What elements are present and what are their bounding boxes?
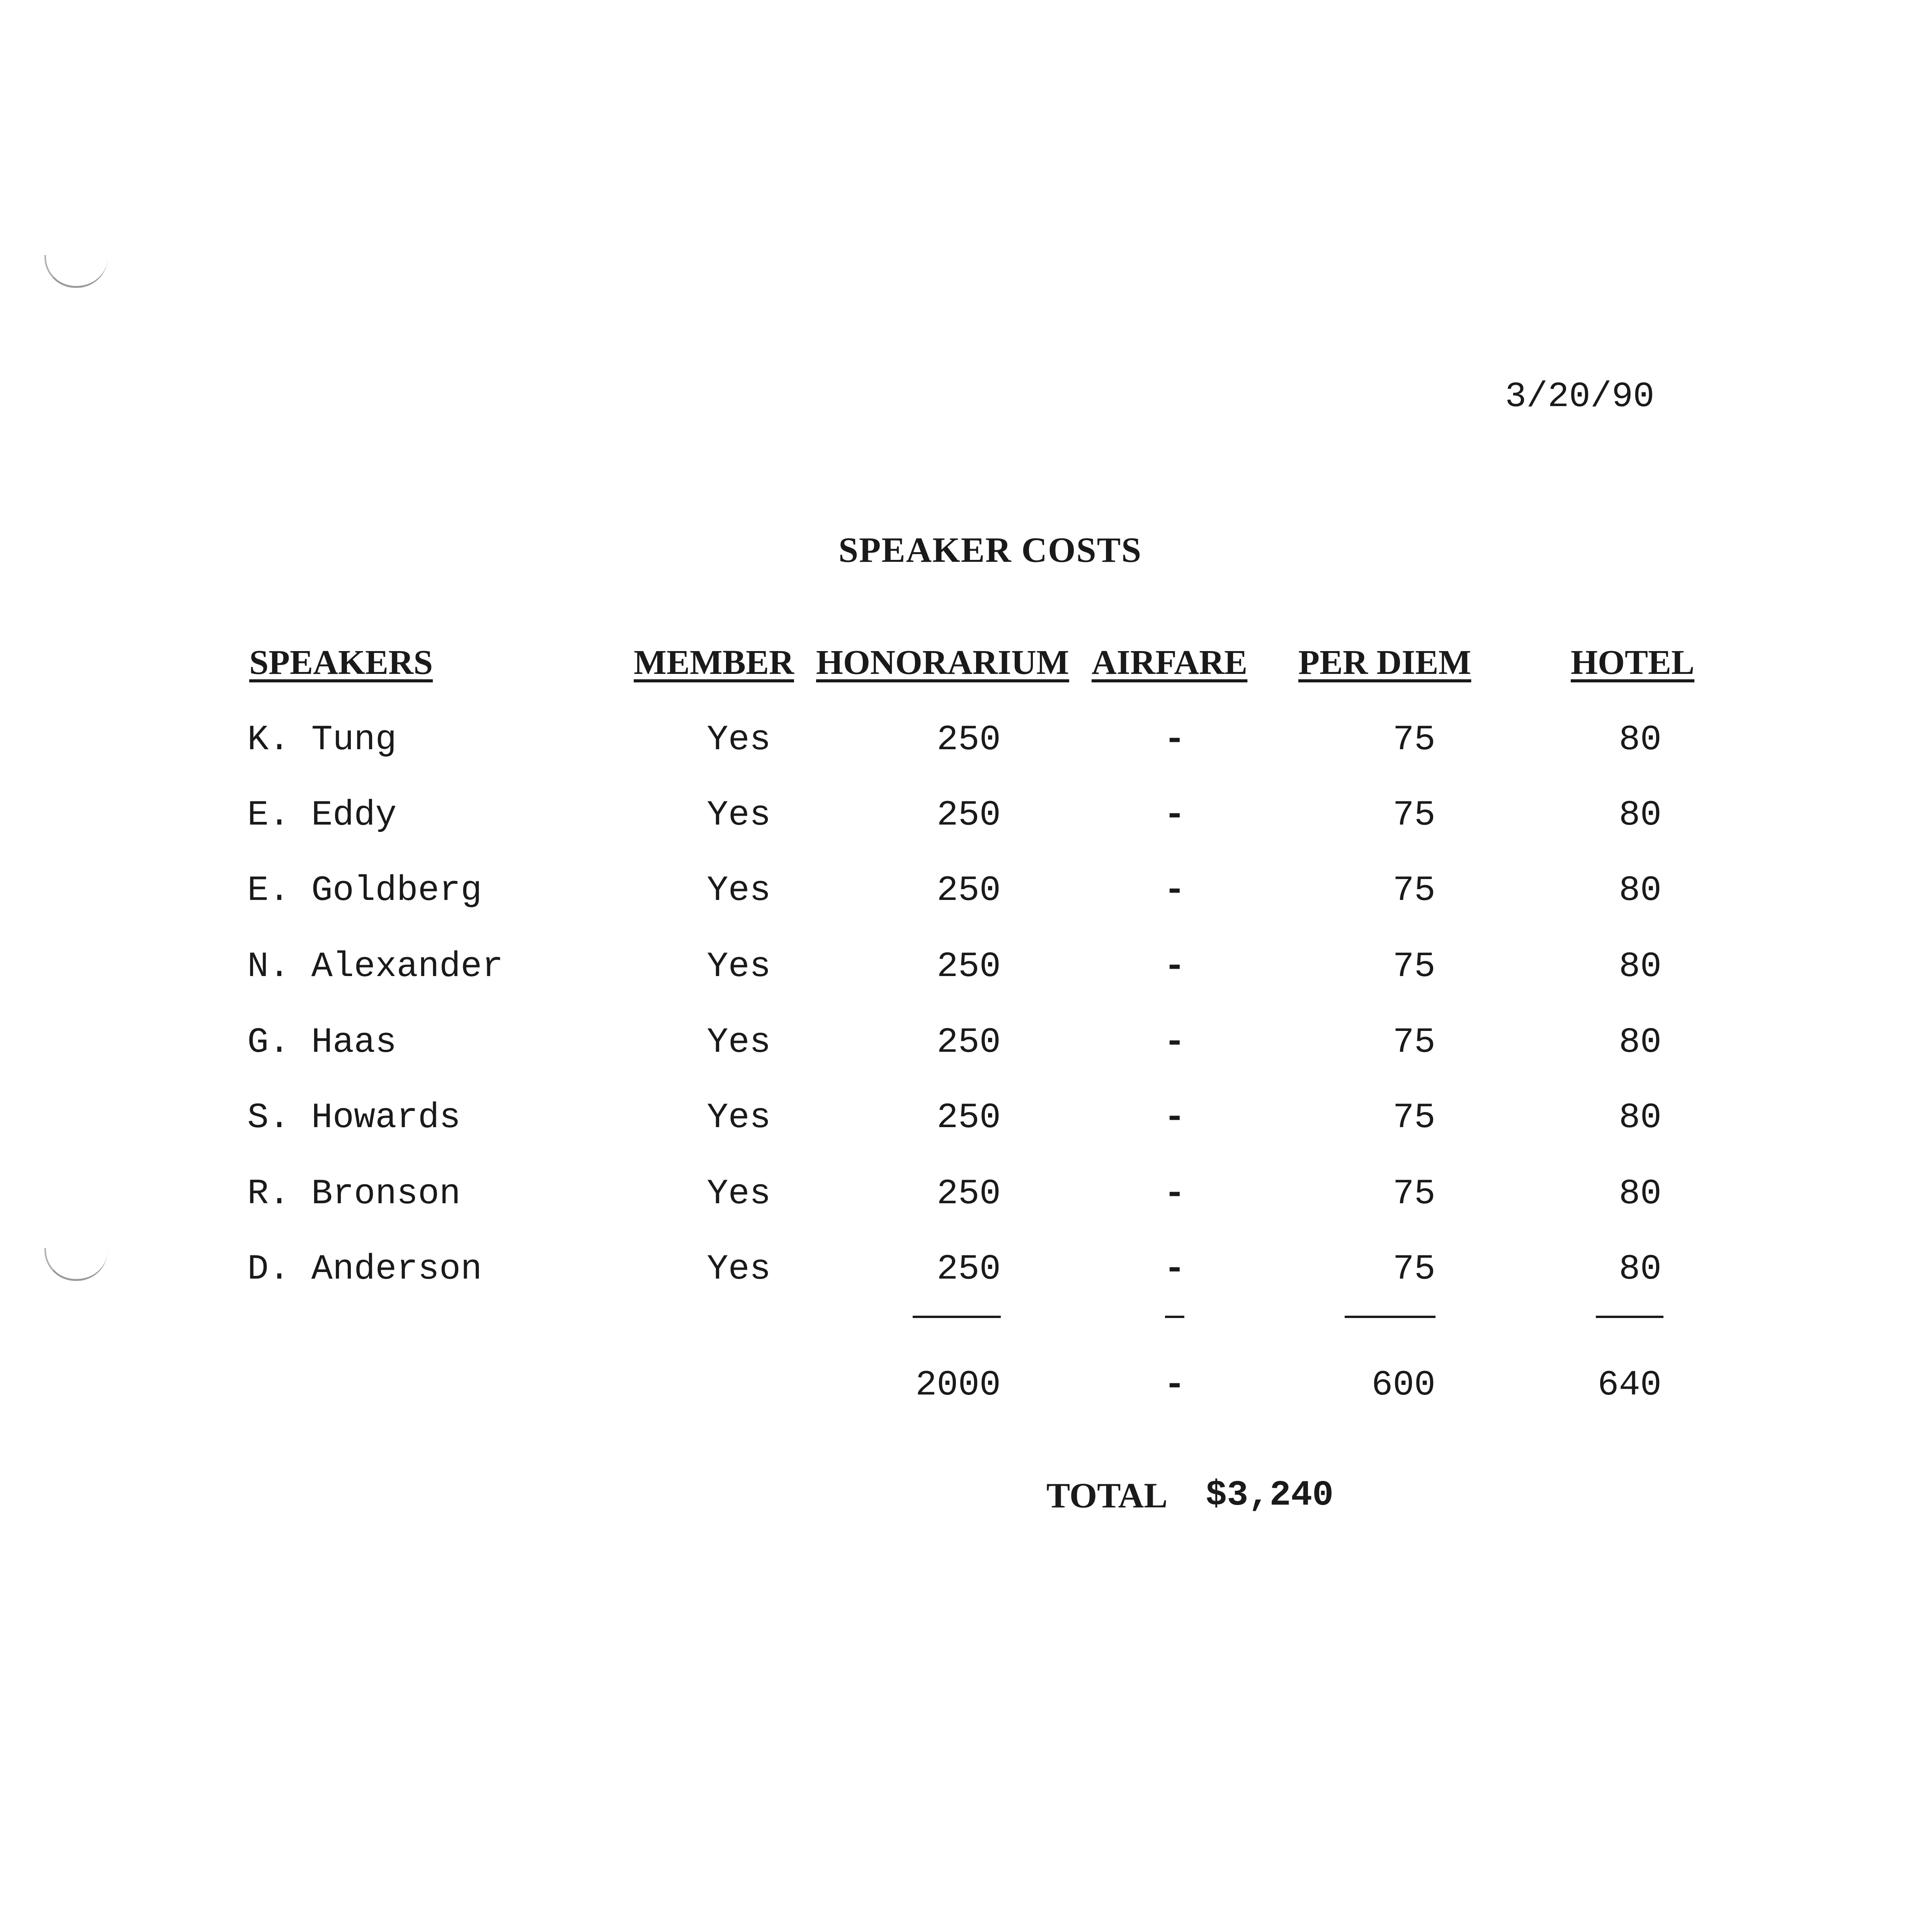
airfare-cell: - bbox=[1164, 946, 1185, 987]
speaker-name: E. Eddy bbox=[247, 795, 397, 835]
table-row bbox=[0, 869, 1932, 912]
table-row bbox=[0, 946, 1932, 988]
per-diem-cell: 75 bbox=[1393, 1249, 1435, 1289]
table-row bbox=[0, 1173, 1932, 1215]
honorarium-subtotal: 2000 bbox=[915, 1365, 1001, 1405]
speaker-name: G. Haas bbox=[247, 1022, 397, 1063]
speaker-name: R. Bronson bbox=[247, 1173, 461, 1214]
airfare-cell: - bbox=[1164, 795, 1185, 835]
sum-rule-per-diem bbox=[1345, 1316, 1435, 1318]
honorarium-cell: 250 bbox=[937, 1097, 1001, 1138]
member-cell: Yes bbox=[707, 795, 771, 835]
per-diem-cell: 75 bbox=[1393, 870, 1435, 911]
sum-rule-honorarium bbox=[913, 1316, 1001, 1318]
airfare-cell: - bbox=[1164, 870, 1185, 911]
hotel-cell: 80 bbox=[1619, 795, 1662, 835]
hotel-cell: 80 bbox=[1619, 1097, 1662, 1138]
document-title: SPEAKER COSTS bbox=[838, 530, 1142, 570]
speaker-name: K. Tung bbox=[247, 719, 397, 760]
honorarium-cell: 250 bbox=[937, 719, 1001, 760]
airfare-cell: - bbox=[1164, 1097, 1185, 1138]
per-diem-cell: 75 bbox=[1393, 1022, 1435, 1063]
hotel-cell: 80 bbox=[1619, 1022, 1662, 1063]
table-row bbox=[0, 1021, 1932, 1064]
subtotal-row bbox=[0, 1364, 1932, 1406]
honorarium-cell: 250 bbox=[937, 795, 1001, 835]
per-diem-cell: 75 bbox=[1393, 1173, 1435, 1214]
honorarium-cell: 250 bbox=[937, 1249, 1001, 1289]
per-diem-cell: 75 bbox=[1393, 795, 1435, 835]
honorarium-cell: 250 bbox=[937, 870, 1001, 911]
hotel-cell: 80 bbox=[1619, 870, 1662, 911]
honorarium-cell: 250 bbox=[937, 1022, 1001, 1063]
hotel-cell: 80 bbox=[1619, 1249, 1662, 1289]
member-cell: Yes bbox=[707, 870, 771, 911]
hotel-cell: 80 bbox=[1619, 946, 1662, 987]
per-diem-subtotal: 600 bbox=[1371, 1365, 1435, 1405]
total-label: TOTAL bbox=[1046, 1476, 1168, 1515]
member-cell: Yes bbox=[707, 1097, 771, 1138]
speaker-name: N. Alexander bbox=[247, 946, 503, 987]
speaker-name: D. Anderson bbox=[247, 1249, 482, 1289]
member-cell: Yes bbox=[707, 1022, 771, 1063]
speaker-name: E. Goldberg bbox=[247, 870, 482, 911]
airfare-cell: - bbox=[1164, 1022, 1185, 1063]
header-honorarium: HONORARIUM bbox=[816, 643, 1069, 682]
per-diem-cell: 75 bbox=[1393, 1097, 1435, 1138]
airfare-cell: - bbox=[1164, 719, 1185, 760]
table-row bbox=[0, 794, 1932, 837]
header-speakers: SPEAKERS bbox=[249, 643, 433, 682]
member-cell: Yes bbox=[707, 946, 771, 987]
per-diem-cell: 75 bbox=[1393, 719, 1435, 760]
airfare-subtotal: - bbox=[1164, 1365, 1185, 1405]
honorarium-cell: 250 bbox=[937, 946, 1001, 987]
hotel-subtotal: 640 bbox=[1597, 1365, 1662, 1405]
member-cell: Yes bbox=[707, 1173, 771, 1214]
table-row bbox=[0, 1248, 1932, 1291]
header-airfare: AIRFARE bbox=[1092, 643, 1248, 682]
member-cell: Yes bbox=[707, 1249, 771, 1289]
punch-hole-top bbox=[44, 255, 108, 288]
hotel-cell: 80 bbox=[1619, 1173, 1662, 1214]
header-member: MEMBER bbox=[634, 643, 794, 682]
document-date: 3/20/90 bbox=[1505, 376, 1655, 417]
hotel-cell: 80 bbox=[1619, 719, 1662, 760]
airfare-cell: - bbox=[1164, 1249, 1185, 1289]
honorarium-cell: 250 bbox=[937, 1173, 1001, 1214]
table-row bbox=[0, 719, 1932, 761]
header-per-diem: PER DIEM bbox=[1298, 643, 1471, 682]
total-value: $3,240 bbox=[1206, 1475, 1334, 1515]
member-cell: Yes bbox=[707, 719, 771, 760]
sum-rule-airfare bbox=[1165, 1316, 1184, 1318]
per-diem-cell: 75 bbox=[1393, 946, 1435, 987]
table-row bbox=[0, 1097, 1932, 1139]
header-hotel: HOTEL bbox=[1571, 643, 1695, 682]
airfare-cell: - bbox=[1164, 1173, 1185, 1214]
sum-rule-hotel bbox=[1596, 1316, 1663, 1318]
speaker-name: S. Howards bbox=[247, 1097, 461, 1138]
